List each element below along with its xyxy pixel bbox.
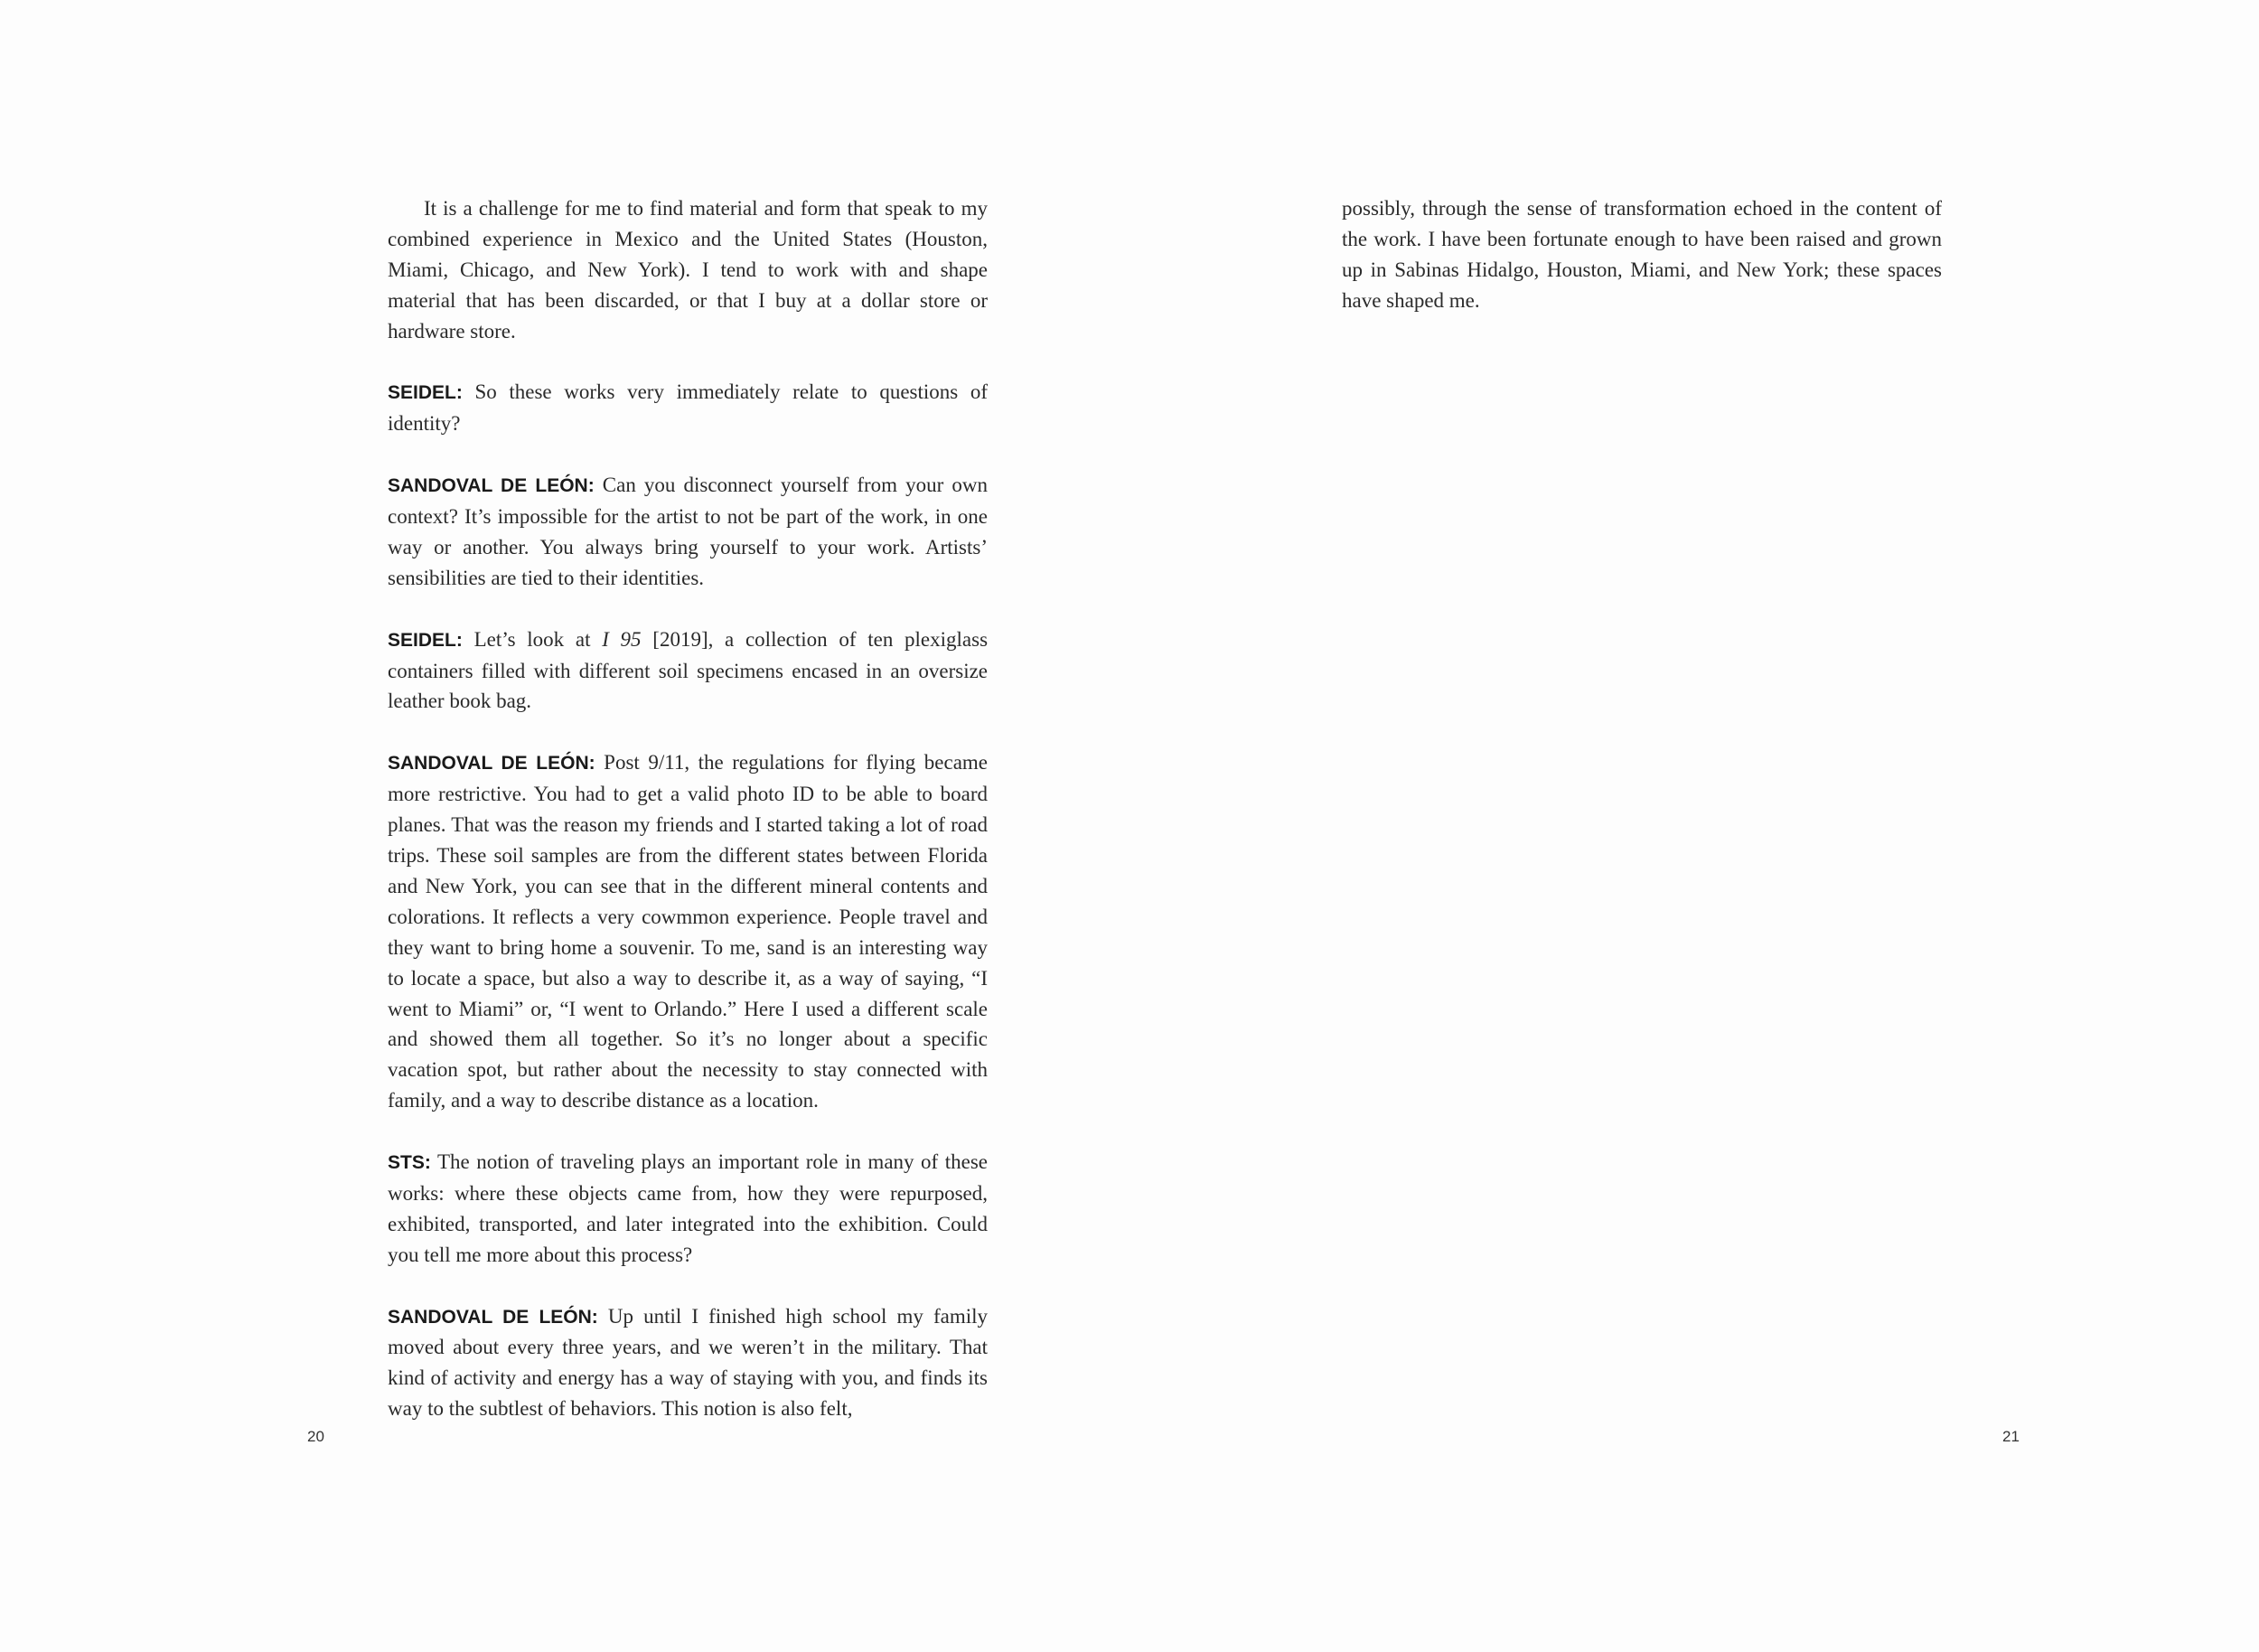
page-number-right: 21 [2002, 1428, 2020, 1445]
speaker-label: SANDOVAL DE LEÓN: [388, 475, 595, 497]
paragraph-text: possibly, through the sense of transformation echoed in the content of the work. I have been fortunate enough to have been raised and grown up in Sabinas Hidalgo, Houston, Miami, and New York; these spaces have shaped me. [1342, 197, 1942, 312]
right-text-column [1342, 193, 1942, 347]
speaker-label: STS: [388, 1152, 431, 1174]
paragraph-text: Post 9/11, the regulations for flying became more restrictive. You had to get a valid photo ID to be able to board planes. That was the reason my friends and I started taking a lot of road trips. These soil samples are from the different states between Florida and New York, you can see that in the different mineral contents and colorations. It reflects a very cowmmon experience. People travel and they want to bring home a souvenir. To me, sand is an interesting way to locate a space, but also a way to describe it, as a way of saying, “I went to Miami” or, “I went to Orlando.” Here I used a different scale and showed them all together. So it’s no longer about a specific vacation spot, but rather about the necessity to stay connected with family, and a way to describe distance as a location. [388, 751, 988, 1112]
paragraph-7 [388, 1301, 988, 1425]
paragraph-4 [388, 624, 988, 718]
paragraph-6 [388, 1147, 988, 1271]
paragraph-text-before: Let’s look at [473, 627, 591, 651]
artwork-title: I 95 [602, 627, 642, 651]
paragraph-5 [388, 747, 988, 1116]
paragraph-text: The notion of traveling plays an important role in many of these works: where these objects came from, how they were repurposed, exhibited, transported, and later integrated into the exhibition. Could you tell me more about this process? [388, 1150, 988, 1266]
right-page [1130, 0, 2259, 1652]
paragraph-3 [388, 470, 988, 594]
paragraph-2 [388, 377, 988, 439]
page-number-left: 20 [307, 1428, 324, 1445]
left-text-column [388, 193, 988, 1455]
speaker-label: SANDOVAL DE LEÓN: [388, 753, 595, 774]
speaker-label: SANDOVAL DE LEÓN: [388, 1306, 598, 1328]
paragraph-text: Can you disconnect yourself from your own context? It’s impossible for the artist to not be part of the work, in one way or another. You always bring yourself to your work. Artists’ sensibilities are tied to their identities. [388, 474, 988, 589]
speaker-label: SEIDEL: [388, 629, 463, 651]
paragraph-text: Up until I finished high school my family moved about every three years, and we weren’t in the military. That kind of activity and energy has a way of staying with you, and finds its way to the subtlest of behaviors. This notion is also felt, [388, 1304, 989, 1421]
paragraph-text: So these works very immediately relate to questions of identity? [388, 380, 989, 436]
paragraph-8 [1342, 193, 1942, 316]
speaker-label: SEIDEL: [388, 382, 463, 404]
paragraph-text: It is a challenge for me to find material and form that speak to my combined experience in Mexico and the United States (Houston, Miami, Chicago, and New York). I tend to work with and shape material that has been discarded, or that I buy at a dollar store or hardware store. [388, 197, 988, 343]
paragraph-text-after: [2019], a collection of ten plexiglass containers filled with different soil specimens encased in an oversize leather book bag. [388, 627, 989, 713]
paragraph-1 [388, 193, 988, 347]
